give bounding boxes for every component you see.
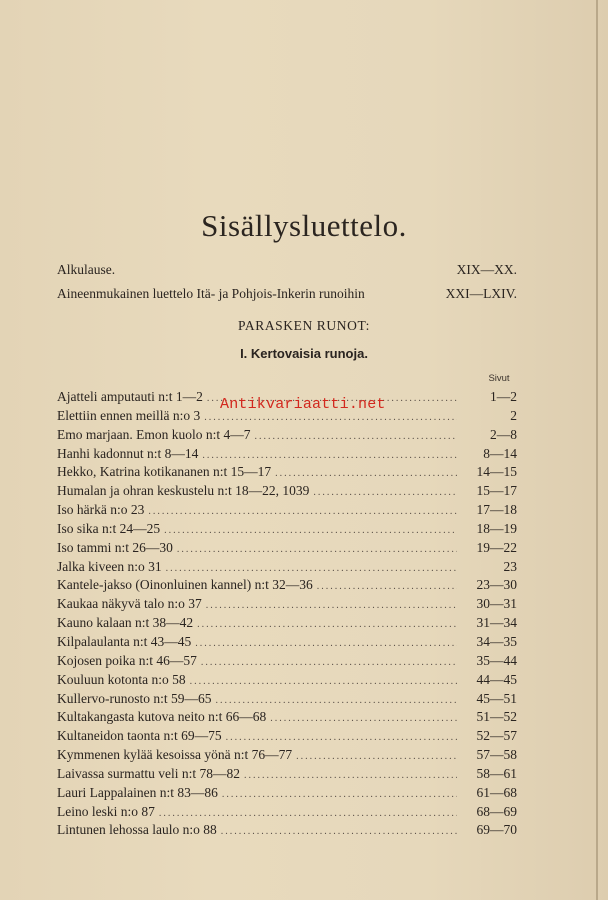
toc-entry — [57, 785, 517, 804]
front-matter-item — [57, 286, 517, 302]
dot-leader — [190, 676, 457, 687]
toc-entry-title: Kaukaa näkyvä talo n:o 37 — [57, 596, 202, 612]
toc-entry-pages: 18—19 — [476, 520, 517, 536]
toc-entry-title: Iso sika n:t 24—25 — [57, 520, 161, 536]
dot-leader — [177, 544, 457, 555]
toc-entry — [57, 464, 517, 483]
toc-entry-pages: 44—45 — [476, 671, 517, 687]
toc-entry — [57, 615, 517, 634]
dot-leader — [204, 412, 457, 423]
front-matter-item — [57, 262, 517, 278]
toc-entry — [57, 521, 517, 540]
toc-entry-title: Kojosen poika n:t 46—57 — [57, 652, 197, 668]
dot-leader — [226, 732, 457, 743]
toc-entry-title: Laivassa surmattu veli n:t 78—82 — [57, 765, 240, 781]
toc-entry-title: Kauno kalaan n:t 38—42 — [57, 615, 194, 631]
toc-entry-title: Ajatteli amputauti n:t 1—2 — [57, 389, 203, 404]
dot-leader — [195, 638, 457, 649]
toc-entry-title: Kouluun kotonta n:o 58 — [57, 671, 186, 687]
dot-leader — [197, 619, 457, 630]
dot-leader — [275, 468, 457, 479]
pages-column-heading: Sivut — [488, 373, 510, 384]
toc-entry-title: Kilpalaulanta n:t 43—45 — [57, 633, 192, 649]
toc-entry-pages: 15—17 — [476, 483, 517, 499]
dot-leader — [270, 713, 457, 724]
toc-entry — [57, 577, 517, 596]
toc-entry-title: Humalan ja ohran keskustelu n:t 18—22, 1039 — [57, 483, 310, 499]
toc-entry-pages: 61—68 — [476, 784, 517, 800]
toc-entry-title: Iso härkä n:o 23 — [57, 502, 145, 518]
toc-entry-pages: 34—35 — [476, 633, 517, 649]
toc-entry-pages: 51—52 — [476, 709, 517, 725]
toc-entry-title: Lauri Lappalainen n:t 83—86 — [57, 784, 218, 800]
toc-entry — [57, 540, 517, 559]
toc-entry-title: Kullervo-runosto n:t 59—65 — [57, 690, 212, 706]
toc-entry — [57, 804, 517, 823]
toc-entry-pages: 58—61 — [476, 765, 517, 781]
dot-leader — [313, 487, 457, 498]
toc-entry-pages: 30—31 — [476, 596, 517, 612]
dot-leader — [244, 770, 457, 781]
front-matter-text: Alkulause. — [57, 262, 116, 277]
toc-entry — [57, 766, 517, 785]
toc-entry-pages: 19—22 — [476, 539, 517, 555]
table-of-contents — [57, 389, 517, 841]
dot-leader — [201, 657, 457, 668]
toc-entry-title: Kultakangasta kutova neito n:t 66—68 — [57, 709, 267, 725]
toc-entry-pages: 69—70 — [476, 822, 517, 838]
toc-entry — [57, 747, 517, 766]
toc-entry-title: Kantele-jakso (Oinonluinen kannel) n:t 32—36 — [57, 577, 313, 593]
dot-leader — [317, 581, 457, 592]
toc-entry — [57, 728, 517, 747]
dot-leader — [216, 695, 458, 706]
toc-entry-title: Kultaneidon taonta n:t 69—75 — [57, 728, 222, 744]
toc-entry — [57, 596, 517, 615]
toc-entry-title: Hanhi kadonnut n:t 8—14 — [57, 445, 199, 461]
dot-leader — [164, 525, 457, 536]
toc-entry-title: Iso tammi n:t 26—30 — [57, 539, 173, 555]
toc-entry-pages: 23 — [503, 558, 517, 574]
dot-leader — [148, 506, 457, 517]
toc-entry-title: Elettiin ennen meillä n:o 3 — [57, 407, 201, 423]
toc-entry-pages: 68—69 — [476, 803, 517, 819]
toc-entry — [57, 502, 517, 521]
toc-entry — [57, 672, 517, 691]
toc-entry-pages: 45—51 — [476, 690, 517, 706]
toc-entry-title: Lintunen lehossa laulo n:o 88 — [57, 822, 217, 838]
toc-entry-title: Emo marjaan. Emon kuolo n:t 4—7 — [57, 426, 251, 442]
toc-entry-title: Leino leski n:o 87 — [57, 803, 155, 819]
dot-leader — [166, 563, 457, 574]
page-title: Sisällysluettelo. — [201, 208, 407, 243]
front-matter-text: Aineenmukainen luettelo Itä- ja Pohjois-Inkerin runoihin — [57, 286, 365, 301]
dot-leader — [222, 789, 457, 800]
dot-leader — [206, 600, 457, 611]
toc-entry-pages: 31—34 — [476, 615, 517, 631]
toc-entry-pages: 1—2 — [490, 389, 517, 404]
toc-entry-pages: 14—15 — [476, 464, 517, 480]
toc-entry-title: Kymmenen kylää kesoissa yönä n:t 76—77 — [57, 747, 293, 763]
toc-entry — [57, 691, 517, 710]
toc-entry — [57, 483, 517, 502]
toc-entry — [57, 427, 517, 446]
toc-entry — [57, 559, 517, 578]
toc-entry-title: Hekko, Katrina kotikananen n:t 15—17 — [57, 464, 272, 480]
page-edge — [596, 0, 598, 900]
toc-entry-pages: 52—57 — [476, 728, 517, 744]
toc-entry-pages: 8—14 — [483, 445, 517, 461]
toc-entry — [57, 446, 517, 465]
section-heading: PARASKEN RUNOT: — [238, 318, 370, 333]
toc-entry-pages: 57—58 — [476, 747, 517, 763]
toc-entry-pages: 2—8 — [490, 426, 517, 442]
front-matter-pages: XIX—XX. — [456, 262, 517, 277]
toc-entry-pages: 23—30 — [476, 577, 517, 593]
toc-entry-pages: 35—44 — [476, 652, 517, 668]
dot-leader — [202, 450, 457, 461]
toc-entry — [57, 653, 517, 672]
toc-entry-pages: 2 — [510, 407, 517, 423]
dot-leader — [159, 808, 457, 819]
dot-leader — [221, 826, 457, 837]
watermark-logo: Antikvariaatti.net — [220, 396, 386, 413]
front-matter-pages: XXI—LXIV. — [445, 286, 517, 301]
subsection-heading: I. Kertovaisia runoja. — [240, 346, 368, 361]
toc-entry — [57, 822, 517, 841]
toc-entry — [57, 634, 517, 653]
toc-entry-pages: 17—18 — [476, 502, 517, 518]
dot-leader — [254, 431, 457, 442]
dot-leader — [296, 751, 457, 762]
toc-entry — [57, 709, 517, 728]
toc-entry-title: Jalka kiveen n:o 31 — [57, 558, 162, 574]
